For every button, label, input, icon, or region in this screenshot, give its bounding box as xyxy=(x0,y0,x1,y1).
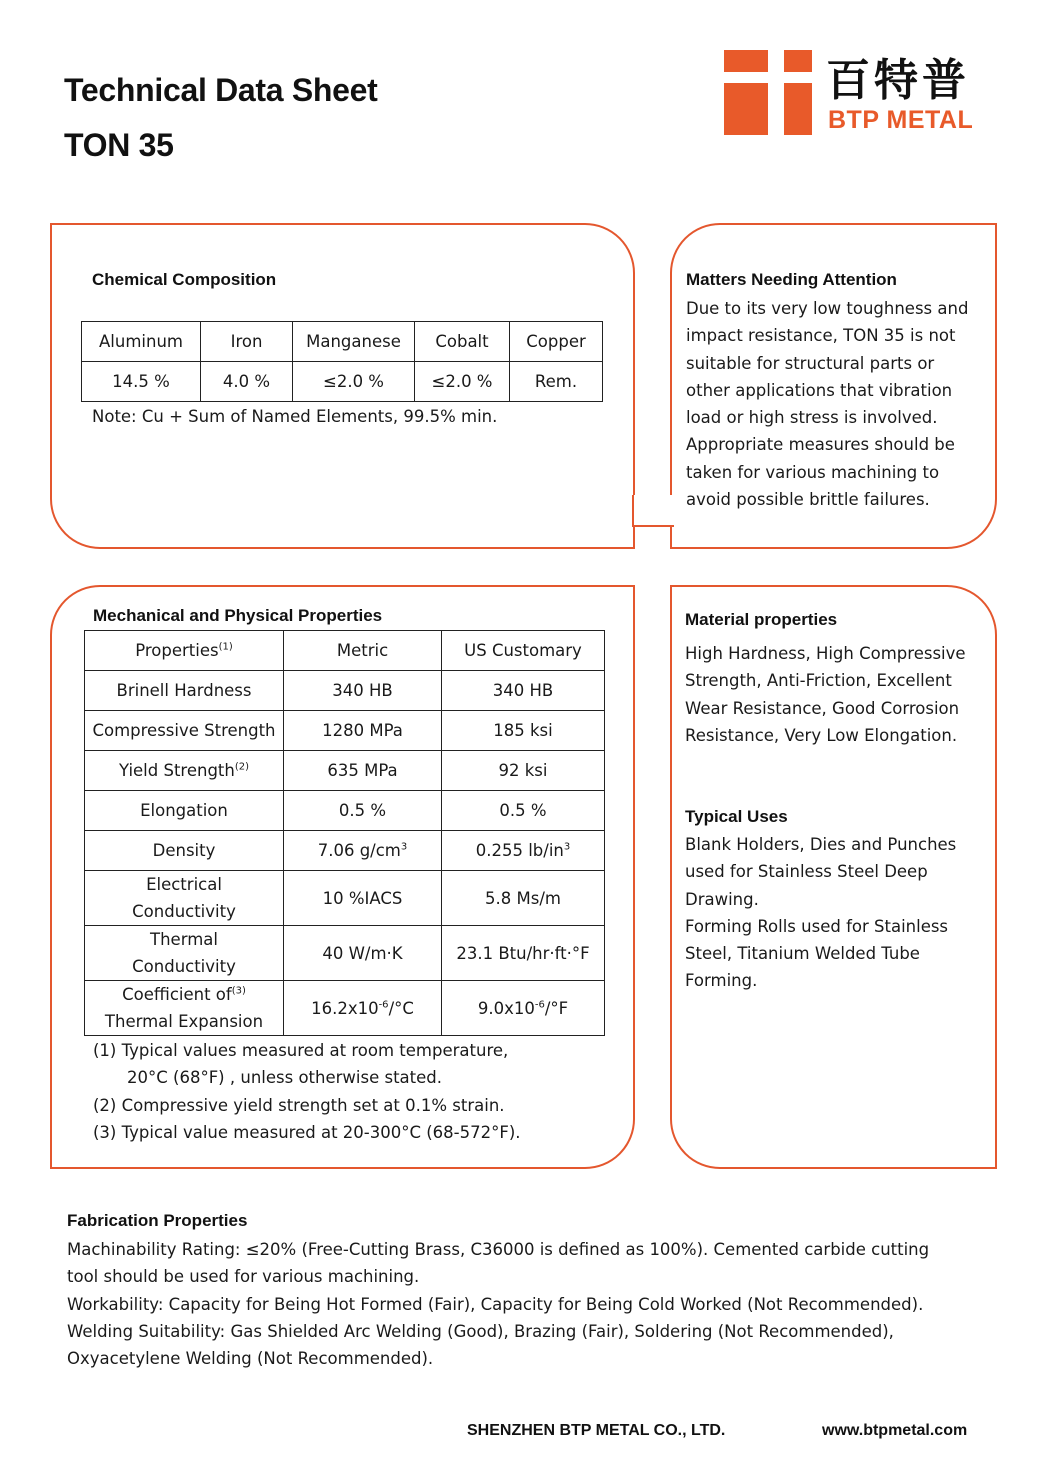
chem-val-iron: 4.0 % xyxy=(201,362,293,402)
fabrication-line: Oxyacetylene Welding (Not Recommended). xyxy=(67,1349,434,1369)
footnote: (2) Compressive yield strength set at 0.1% strain. xyxy=(93,1095,505,1115)
unit-exponent: 3 xyxy=(400,841,408,853)
prop-name: Brinell Hardness xyxy=(85,671,284,711)
prop-name-line: Electrical xyxy=(146,875,222,894)
prop-us: 23.1 Btu/hr·ft·°F xyxy=(442,926,605,981)
material-text xyxy=(685,640,966,749)
prop-metric: 0.5 % xyxy=(284,791,442,831)
table-row xyxy=(85,791,605,831)
prop-name-line: Thermal Expansion xyxy=(104,1012,264,1031)
table-row xyxy=(85,831,605,871)
attention-heading: Matters Needing Attention xyxy=(686,270,897,289)
footnote: (1) Typical values measured at room temperature, xyxy=(93,1041,509,1060)
material-line: High Hardness, High Compressive xyxy=(685,644,966,663)
prop-us: 0.5 % xyxy=(442,791,605,831)
chem-val-manganese: ≤2.0 % xyxy=(293,362,415,402)
table-row xyxy=(85,751,605,791)
panel-connector xyxy=(632,495,674,527)
prop-metric: 1280 MPa xyxy=(284,711,442,751)
prop-us xyxy=(442,831,605,871)
prop-metric-unit: /°C xyxy=(388,998,414,1018)
table-row xyxy=(85,926,605,981)
typical-uses-text xyxy=(685,831,956,995)
uses-line: Forming Rolls used for Stainless xyxy=(685,916,949,936)
attention-line: load or high stress is involved. xyxy=(686,408,938,428)
prop-name-line: Conductivity xyxy=(132,957,236,976)
page-title: Technical Data Sheet xyxy=(64,72,378,108)
col-metric: Metric xyxy=(284,631,442,671)
footer-website[interactable]: www.btpmetal.com xyxy=(822,1422,968,1439)
mechanical-heading: Mechanical and Physical Properties xyxy=(93,606,383,625)
prop-metric xyxy=(284,831,442,871)
footnote-ref: (1) xyxy=(218,641,233,653)
prop-name-line: Thermal xyxy=(150,930,218,949)
table-row xyxy=(85,981,605,1036)
prop-us-text: 9.0x10 xyxy=(477,998,535,1018)
mechanical-footnotes xyxy=(93,1037,521,1146)
prop-metric: 340 HB xyxy=(284,671,442,711)
prop-us xyxy=(442,981,605,1036)
chem-col-copper: Copper xyxy=(510,322,603,362)
attention-line: impact resistance, TON 35 is not xyxy=(686,326,956,346)
table-row xyxy=(85,671,605,711)
uses-line: Drawing. xyxy=(685,889,759,909)
mechanical-table xyxy=(84,630,605,1036)
footnote: 20°C (68°F) , unless otherwise stated. xyxy=(127,1068,442,1088)
logo-chinese-name: 百特普 xyxy=(826,55,970,106)
typical-uses-heading: Typical Uses xyxy=(685,807,788,826)
prop-metric xyxy=(284,981,442,1036)
prop-metric: 635 MPa xyxy=(284,751,442,791)
prop-us-unit: /°F xyxy=(544,998,569,1018)
prop-name xyxy=(85,981,284,1036)
prop-name xyxy=(85,926,284,981)
material-heading: Material properties xyxy=(685,610,838,629)
chem-col-cobalt: Cobalt xyxy=(415,322,510,362)
chem-col-manganese: Manganese xyxy=(293,322,415,362)
prop-us: 185 ksi xyxy=(442,711,605,751)
chemical-note: Note: Cu + Sum of Named Elements, 99.5% min. xyxy=(92,407,498,426)
uses-line: Blank Holders, Dies and Punches xyxy=(685,835,957,854)
prop-name-text: Yield Strength xyxy=(118,761,235,780)
fabrication-line: tool should be used for various machining. xyxy=(67,1267,420,1287)
fabrication-line: Welding Suitability: Gas Shielded Arc Welding (Good), Brazing (Fair), Soldering (Not Recommended), xyxy=(67,1321,894,1341)
prop-us-text: 0.255 lb/in xyxy=(475,841,564,860)
prop-name: Elongation xyxy=(85,791,284,831)
prop-us: 5.8 Ms/m xyxy=(442,871,605,926)
fabrication-line: Workability: Capacity for Being Hot Formed (Fair), Capacity for Being Cold Worked (Not Recommended). xyxy=(67,1294,924,1314)
chem-val-copper: Rem. xyxy=(510,362,603,402)
table-header-row xyxy=(85,631,605,671)
logo-english-name: BTP METAL xyxy=(828,106,974,134)
chemical-table xyxy=(81,321,603,402)
table-row xyxy=(85,871,605,926)
footnote-ref: (2) xyxy=(234,761,250,773)
unit-exponent: 3 xyxy=(563,841,571,853)
attention-line: suitable for structural parts or xyxy=(686,353,935,373)
attention-line: avoid possible brittle failures. xyxy=(686,490,930,510)
chem-val-aluminum: 14.5 % xyxy=(82,362,201,402)
fabrication-line: Machinability Rating: ≤20% (Free-Cutting Brass, C36000 is defined as 100%). Cemented carbide cutting xyxy=(67,1240,930,1259)
prop-metric-text: 16.2x10 xyxy=(311,998,379,1018)
chemical-heading: Chemical Composition xyxy=(92,270,277,289)
chem-col-iron: Iron xyxy=(201,322,293,362)
material-line: Strength, Anti-Friction, Excellent xyxy=(685,671,952,691)
chem-val-cobalt: ≤2.0 % xyxy=(415,362,510,402)
uses-line: used for Stainless Steel Deep xyxy=(685,862,928,882)
prop-metric: 10 %IACS xyxy=(284,871,442,926)
footer-company: SHENZHEN BTP METAL CO., LTD. xyxy=(467,1422,726,1439)
unit-exponent: -6 xyxy=(534,999,545,1010)
unit-exponent: -6 xyxy=(378,999,389,1010)
prop-metric: 40 W/m·K xyxy=(284,926,442,981)
fabrication-heading: Fabrication Properties xyxy=(67,1211,248,1230)
prop-name: Density xyxy=(85,831,284,871)
attention-line: Due to its very low toughness and xyxy=(686,299,969,318)
table-row xyxy=(85,711,605,751)
attention-text xyxy=(686,295,968,513)
footnote-ref: (3) xyxy=(231,985,246,997)
footnote: (3) Typical value measured at 20-300°C (68-572°F). xyxy=(93,1122,521,1142)
prop-name xyxy=(85,871,284,926)
prop-name-line: Coefficient of xyxy=(122,985,232,1004)
material-line: Wear Resistance, Good Corrosion xyxy=(685,698,960,718)
prop-us: 340 HB xyxy=(442,671,605,711)
material-line: Resistance, Very Low Elongation. xyxy=(685,725,958,745)
col-properties xyxy=(85,631,284,671)
prop-name: Compressive Strength xyxy=(85,711,284,751)
uses-line: Forming. xyxy=(685,971,758,991)
attention-line: taken for various machining to xyxy=(686,462,940,482)
prop-us: 92 ksi xyxy=(442,751,605,791)
product-name: TON 35 xyxy=(64,127,174,163)
prop-name-line: Conductivity xyxy=(132,902,236,921)
uses-line: Steel, Titanium Welded Tube xyxy=(685,944,920,964)
attention-line: other applications that vibration xyxy=(686,380,953,400)
prop-metric-text: 7.06 g/cm xyxy=(317,841,401,860)
col-us-customary: US Customary xyxy=(442,631,605,671)
company-logo xyxy=(724,50,1000,138)
fabrication-text xyxy=(67,1236,1007,1372)
prop-name xyxy=(85,751,284,791)
chem-col-aluminum: Aluminum xyxy=(82,322,201,362)
attention-line: Appropriate measures should be xyxy=(686,435,955,455)
col-properties-label: Properties xyxy=(135,641,219,660)
